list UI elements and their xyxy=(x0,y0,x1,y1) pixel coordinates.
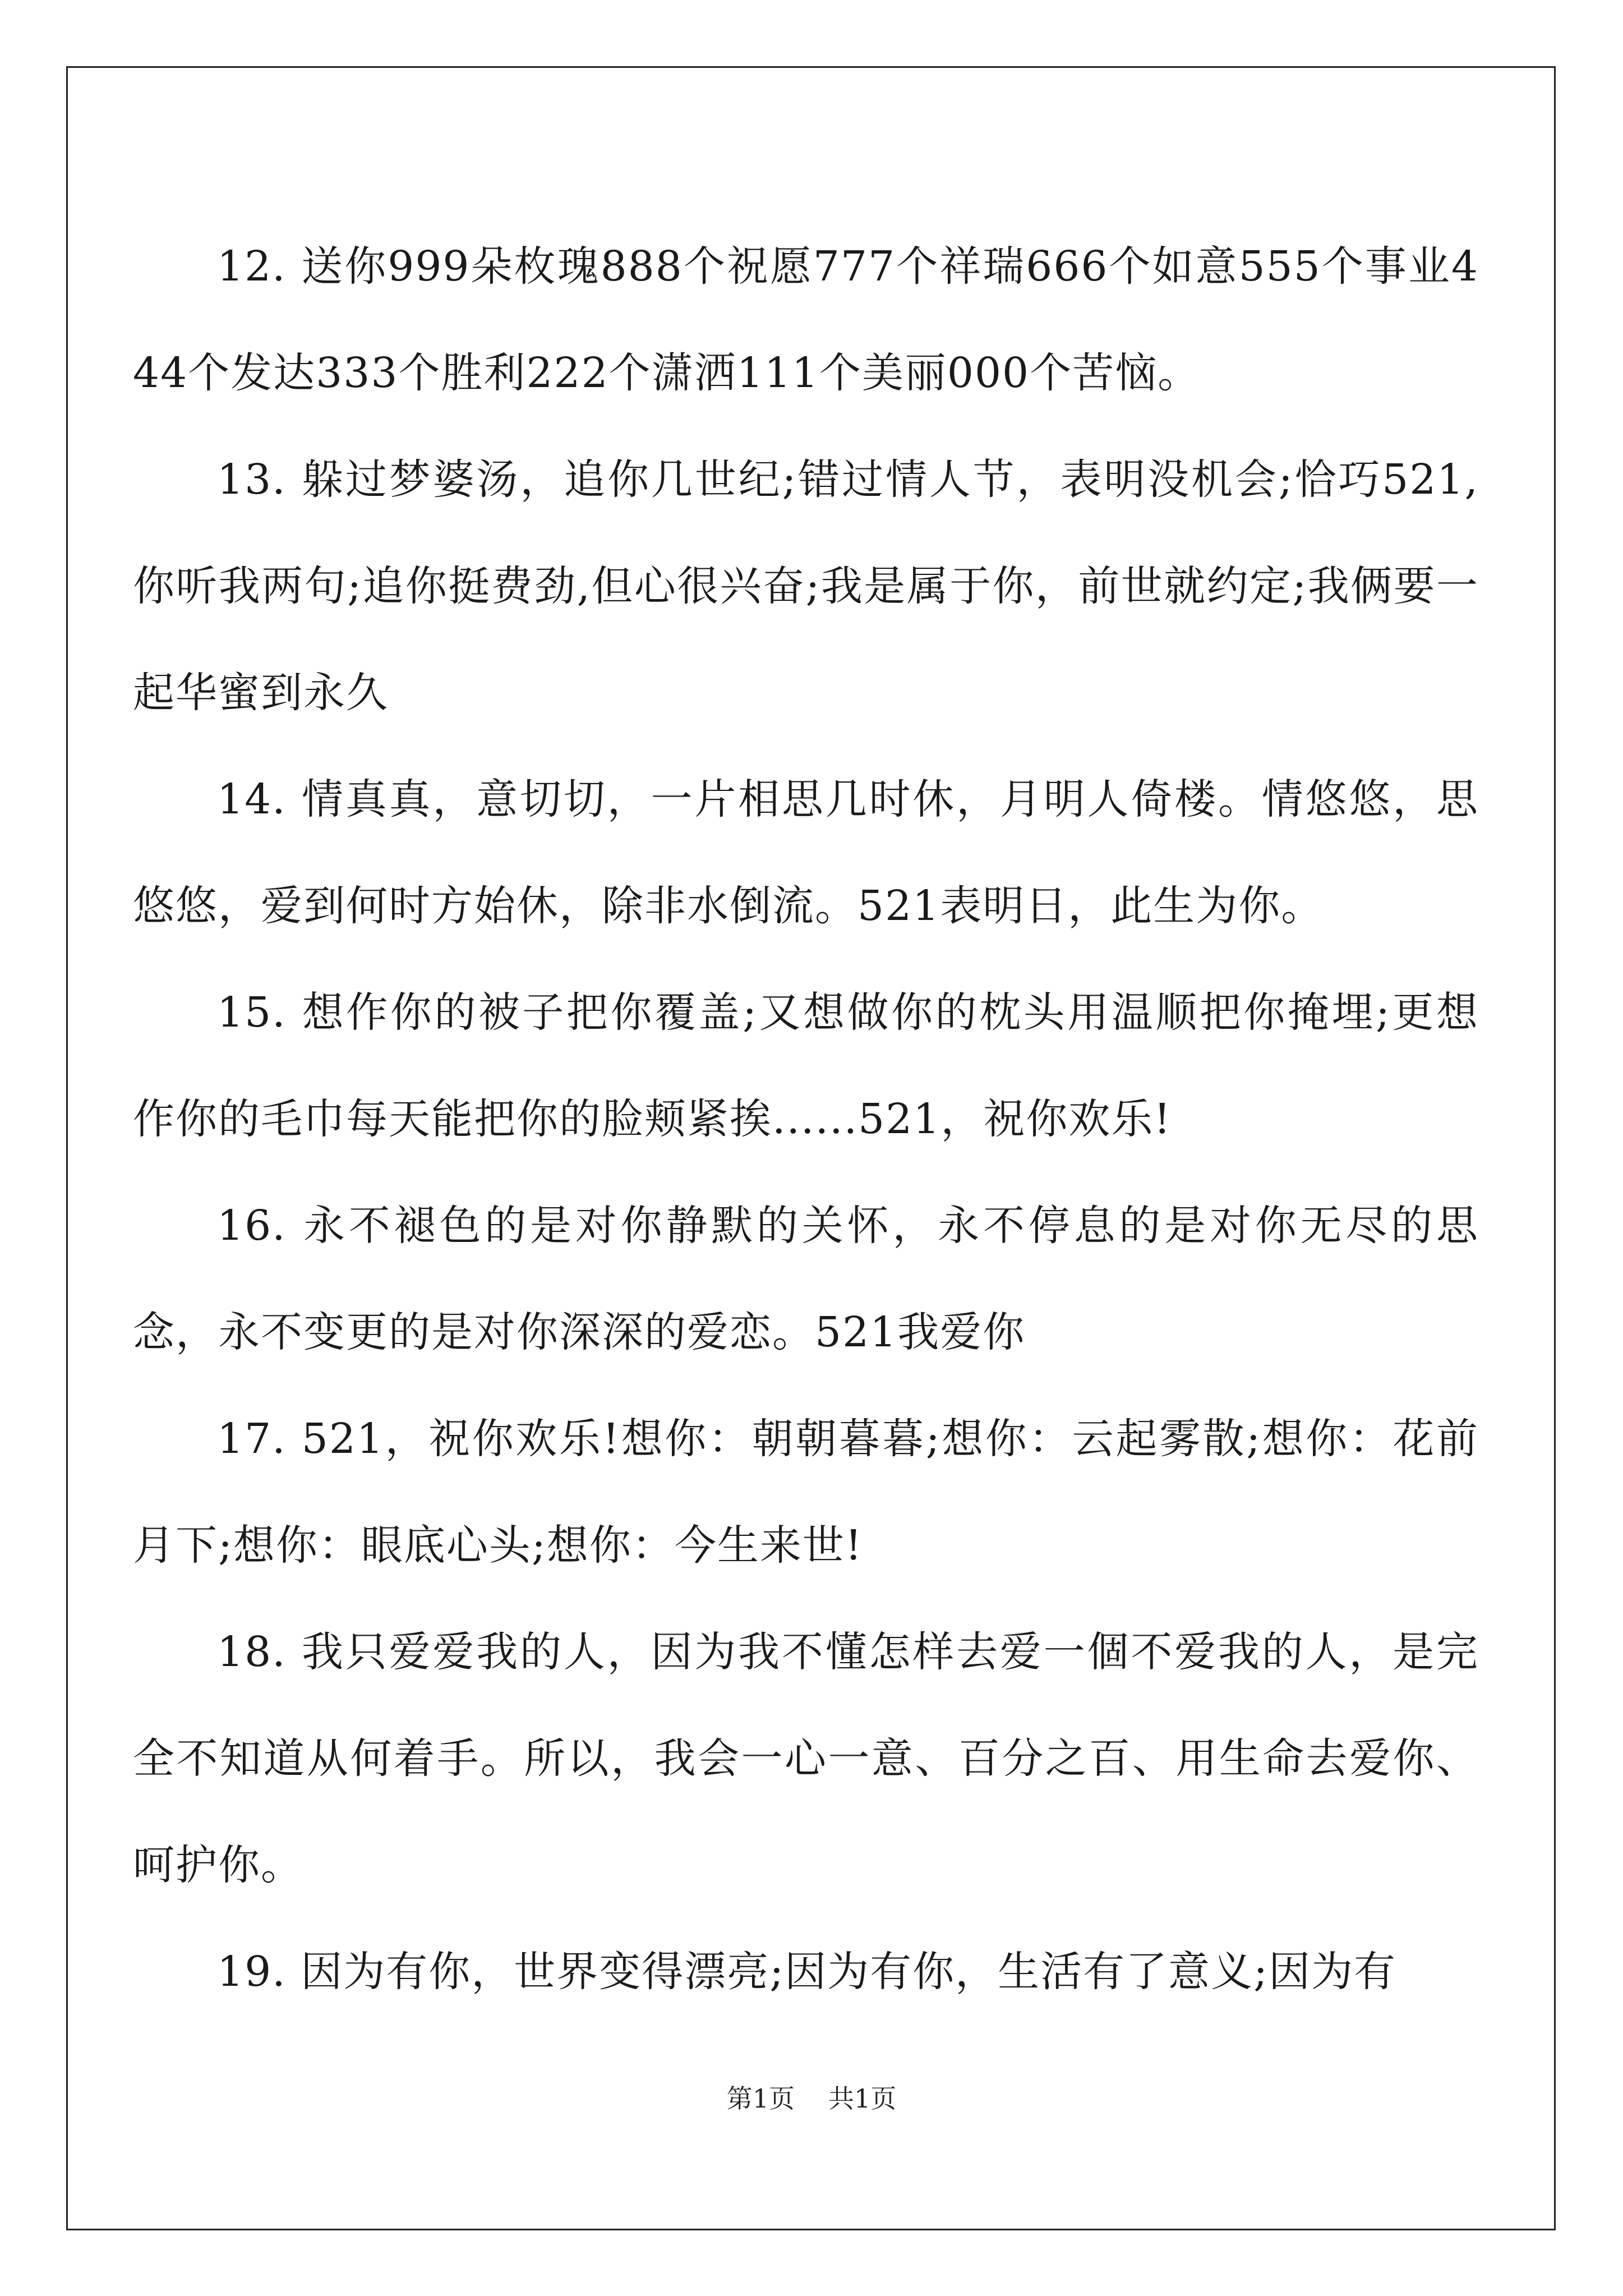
paragraph-13: 13. 躲过梦婆汤，追你几世纪;错过情人节，表明没机会;恰巧521,你听我两句;追你挺费劲,但心很兴奋;我是属于你，前世就约定;我俩要一起华蜜到永久 xyxy=(133,455,1479,717)
page-footer xyxy=(0,2078,1623,2115)
paragraph-18: 18. 我只爱爱我的人，因为我不懂怎样去爱一個不爱我的人，是完全不知道从何着手。所以，我会一心一意、百分之百、用生命去爱你、呵护你。 xyxy=(133,1628,1479,1889)
page-total: 共1页 xyxy=(828,2083,897,2114)
paragraph-16: 16. 永不褪色的是对你静默的关怀，永不停息的是对你无尽的思念，永不变更的是对你深深的爱恋。521我爱你 xyxy=(133,1202,1479,1356)
paragraph-19: 19. 因为有你，世界变得漂亮;因为有你，生活有了意义;因为有 xyxy=(217,1948,1397,1996)
paragraph-17: 17. 521，祝你欢乐!想你：朝朝暮暮;想你：云起雾散;想你：花前月下;想你：眼底心头;想你：今生来世! xyxy=(133,1415,1479,1570)
paragraph-15: 15. 想作你的被子把你覆盖;又想做你的枕头用温顺把你掩埋;更想作你的毛巾每天能把你的脸颊紧挨......521，祝你欢乐! xyxy=(133,988,1479,1143)
document-body xyxy=(133,213,1479,2025)
page-number: 第1页 xyxy=(726,2083,795,2114)
paragraph-12: 12. 送你999朵枚瑰888个祝愿777个祥瑞666个如意555个事业444个发达333个胜利222个潇洒111个美丽000个苦恼。 xyxy=(133,242,1479,397)
paragraph-14: 14. 情真真，意切切，一片相思几时休，月明人倚楼。情悠悠，思悠悠，爱到何时方始休，除非水倒流。521表明日，此生为你。 xyxy=(133,775,1479,930)
